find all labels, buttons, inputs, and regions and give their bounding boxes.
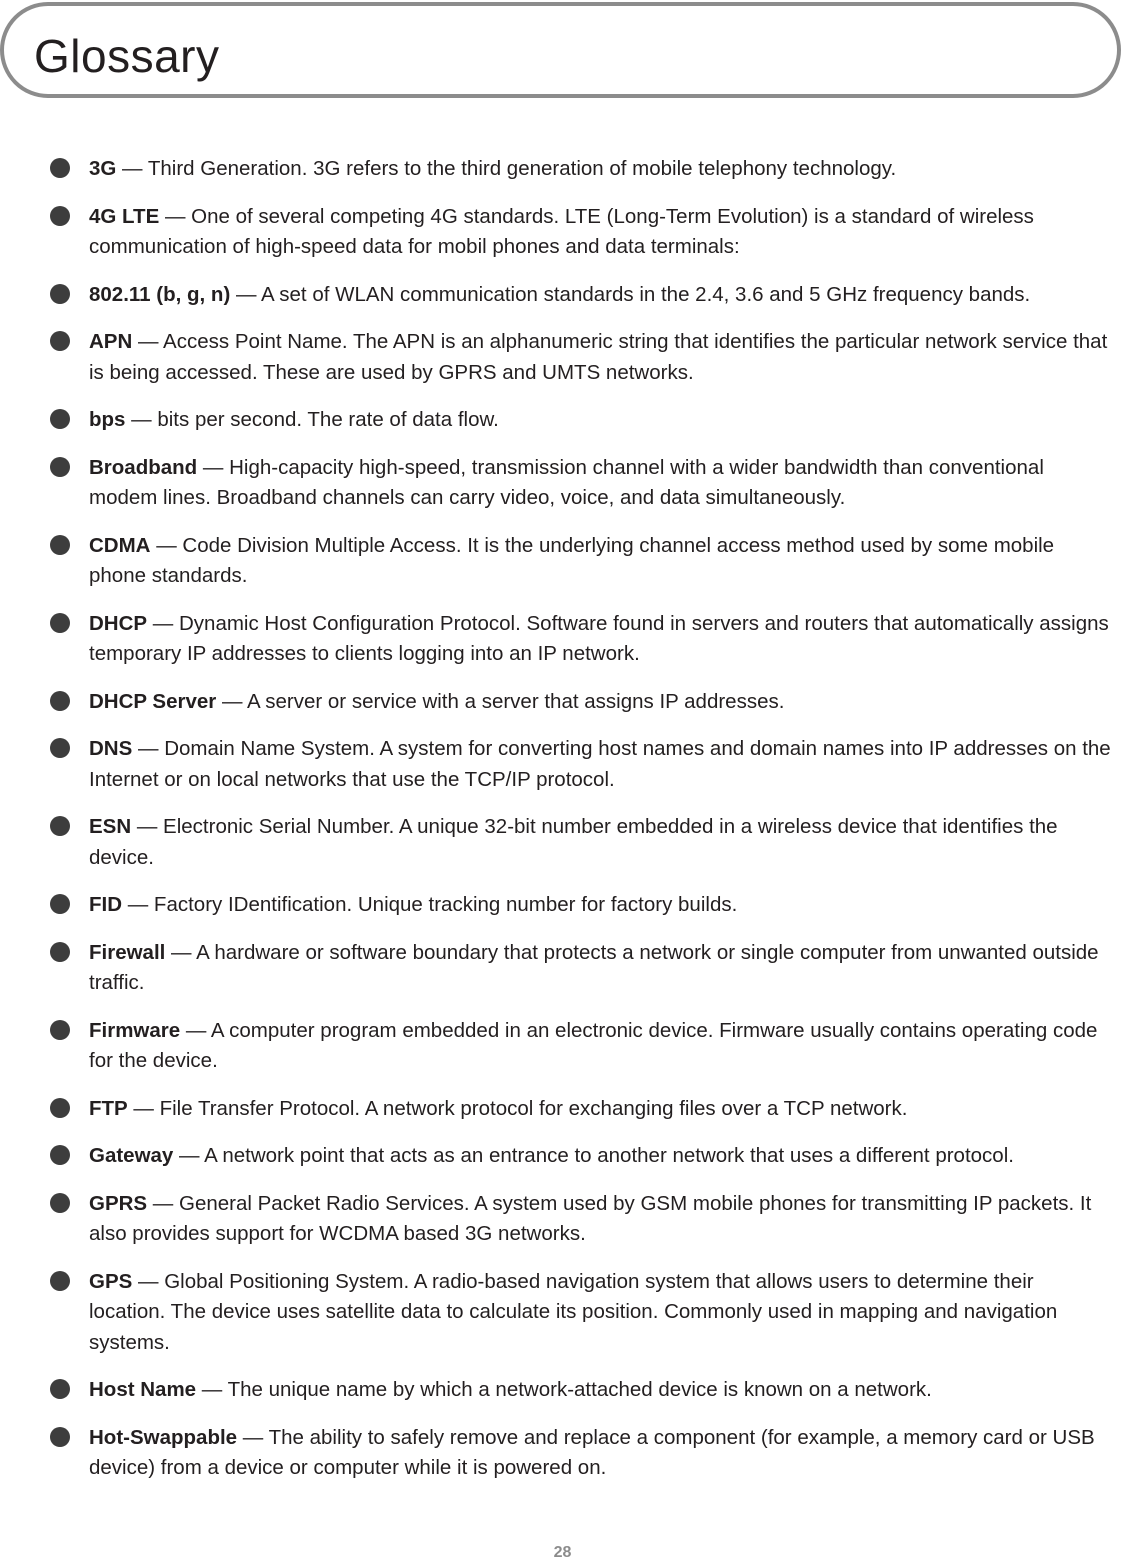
bullet-icon (50, 409, 70, 429)
glossary-entry (0, 812, 1125, 873)
glossary-term: Firewall (89, 940, 166, 964)
glossary-entry (0, 327, 1125, 388)
glossary-term: Hot-Swappable (89, 1425, 238, 1449)
glossary-definition: — The unique name by which a network-attached device is known on a network. (196, 1378, 932, 1401)
glossary-definition: — Factory IDentification. Unique tracking number for factory builds. (122, 893, 738, 916)
bullet-icon (50, 1271, 70, 1291)
glossary-entry (0, 202, 1125, 263)
bullet-icon (50, 206, 70, 226)
glossary-term: Host Name (89, 1378, 197, 1401)
bullet-icon (50, 1145, 70, 1165)
glossary-term: bps (89, 408, 126, 431)
glossary-definition: — Access Point Name. The APN is an alphanumeric string that identifies the particular network service that is being accessed. These are used by GPRS and UMTS networks. (89, 330, 1108, 384)
glossary-term: APN (89, 330, 133, 353)
bullet-icon (50, 457, 70, 477)
glossary-entry (0, 1423, 1125, 1484)
bullet-icon (50, 613, 70, 633)
glossary-definition: — A network point that acts as an entrance to another network that uses a different protocol. (173, 1144, 1014, 1167)
bullet-icon (50, 816, 70, 836)
glossary-term: DNS (89, 737, 133, 760)
glossary-term: DHCP Server (89, 689, 217, 713)
bullet-icon (50, 158, 70, 178)
glossary-definition: — One of several competing 4G standards. LTE (Long-Term Evolution) is a standard of wireless communication of high-speed data for mobil phones and data terminals: (89, 204, 1034, 258)
glossary-entry (0, 1141, 1125, 1172)
bullet-icon (50, 1098, 70, 1118)
glossary-entry (0, 938, 1125, 999)
glossary-definition: — High-capacity high-speed, transmission channel with a wider bandwidth than conventional modem lines. Broadband channels can carry video, voice, and data simultaneously. (89, 455, 1044, 509)
glossary-definition: — File Transfer Protocol. A network protocol for exchanging files over a TCP network. (127, 1096, 908, 1120)
glossary-definition: — A server or service with a server that assigns IP addresses. (216, 689, 785, 713)
glossary-entry (0, 1375, 1125, 1406)
glossary-definition: — The ability to safely remove and replace a component (for example, a memory card or USB device) from a device or computer while it is powered on. (89, 1425, 1095, 1479)
glossary-definition: — Dynamic Host Configuration Protocol. Software found in servers and routers that automatically assigns temporary IP addresses to clients logging into an IP network. (89, 611, 1109, 665)
glossary-definition: — Domain Name System. A system for converting host names and domain names into IP addresses on the Internet or on local networks that use the TCP/IP protocol. (89, 737, 1111, 791)
glossary-definition: — Third Generation. 3G refers to the third generation of mobile telephony technology. (116, 157, 897, 180)
glossary-entry (0, 531, 1125, 592)
glossary-definition: — Code Division Multiple Access. It is the underlying channel access method used by some mobile phone standards. (89, 533, 1055, 587)
glossary-entry (0, 687, 1125, 718)
glossary-term: 4G LTE (89, 204, 160, 228)
glossary-entry (0, 1094, 1125, 1125)
bullet-icon (50, 1193, 70, 1213)
glossary-entry (0, 734, 1125, 795)
glossary-entry (0, 154, 1125, 185)
bullet-icon (50, 1427, 70, 1447)
glossary-list (0, 154, 1125, 1501)
glossary-definition: — Global Positioning System. A radio-based navigation system that allows users to determine their location. The device uses satellite data to calculate its position. Commonly used in mapping and navigation systems. (89, 1269, 1058, 1354)
page-number: 28 (553, 1544, 572, 1561)
glossary-term: GPRS (89, 1191, 148, 1215)
glossary-term: Firmware (89, 1018, 181, 1042)
bullet-icon (50, 942, 70, 962)
glossary-entry (0, 280, 1125, 311)
glossary-term: DHCP (89, 611, 148, 635)
glossary-definition: — Electronic Serial Number. A unique 32-bit number embedded in a wireless device that identifies the device. (89, 815, 1058, 869)
glossary-entry (0, 405, 1125, 436)
glossary-definition: — bits per second. The rate of data flow. (125, 408, 499, 431)
glossary-entry (0, 609, 1125, 670)
bullet-icon (50, 1379, 70, 1399)
bullet-icon (50, 1020, 70, 1040)
glossary-definition: — General Packet Radio Services. A system used by GSM mobile phones for transmitting IP packets. It also provides support for WCDMA based 3G networks. (89, 1191, 1092, 1245)
glossary-term: GPS (89, 1269, 133, 1293)
glossary-definition: — A computer program embedded in an electronic device. Firmware usually contains operating code for the device. (89, 1018, 1098, 1072)
glossary-term: CDMA (89, 533, 151, 557)
bullet-icon (50, 738, 70, 758)
glossary-definition: — A set of WLAN communication standards in the 2.4, 3.6 and 5 GHz frequency bands. (230, 282, 1031, 306)
glossary-term: Broadband (89, 455, 198, 479)
glossary-term: 802.11 (b, g, n) (89, 282, 231, 306)
glossary-term: Gateway (89, 1144, 174, 1167)
bullet-icon (50, 691, 70, 711)
bullet-icon (50, 894, 70, 914)
glossary-entry (0, 890, 1125, 921)
page-title: Glossary (34, 30, 220, 82)
glossary-entry (0, 453, 1125, 514)
glossary-term: ESN (89, 815, 132, 838)
bullet-icon (50, 535, 70, 555)
bullet-icon (50, 331, 70, 351)
glossary-term: FID (89, 893, 123, 916)
glossary-term: 3G (89, 157, 117, 180)
glossary-entry (0, 1267, 1125, 1359)
glossary-term: FTP (89, 1096, 128, 1120)
glossary-definition: — A hardware or software boundary that protects a network or single computer from unwanted outside traffic. (89, 940, 1099, 994)
glossary-entry (0, 1016, 1125, 1077)
bullet-icon (50, 284, 70, 304)
glossary-entry (0, 1189, 1125, 1250)
